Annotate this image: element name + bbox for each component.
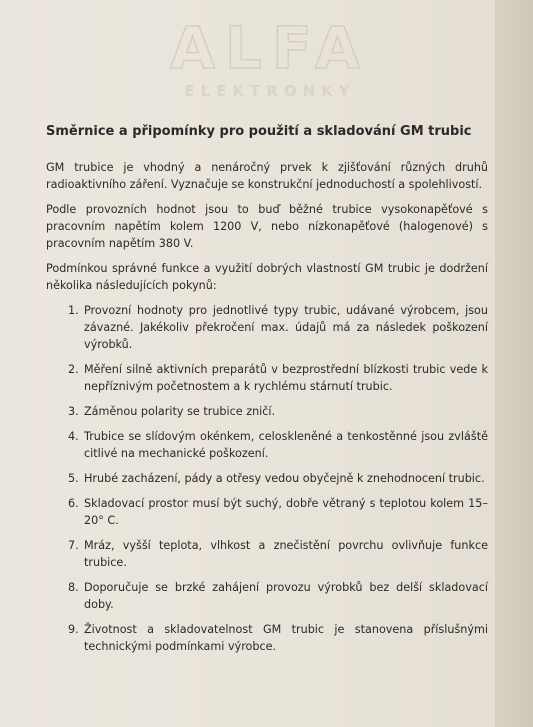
list-item-number: 4. [68, 430, 79, 443]
list-item-number: 7. [68, 539, 79, 552]
list-item-number: 9. [68, 623, 79, 636]
list-item-number: 6. [68, 497, 79, 510]
list-item [46, 403, 488, 420]
list-item [46, 579, 488, 613]
list-item [46, 470, 488, 487]
list-item [46, 428, 488, 462]
list-item-number: 5. [68, 472, 79, 485]
list-item-number: 8. [68, 581, 79, 594]
list-item-text: Trubice se slídovým okénkem, celoskleněné a tenkostěnné jsou zvláště citlivé na mechanické poškození. [84, 430, 488, 460]
list-item [46, 361, 488, 395]
paragraph: Podmínkou správné funkce a využití dobrých vlastností GM trubic je dodržení několika následujících pokynů: [46, 262, 488, 292]
list-item-number: 3. [68, 405, 79, 418]
list-item-text: Doporučuje se brzké zahájení provozu výrobků bez delší skladovací doby. [84, 581, 488, 611]
paragraph: Podle provozních hodnot jsou to buď běžné trubice vysokonapěťové s pracovním napětím kolem 1200 V, nebo nízkonapěťové (halogenové) s pracovním napětím 380 V. [46, 203, 488, 250]
list-item-text: Hrubé zacházení, pády a otřesy vedou obyčejně k znehodnocení trubic. [84, 472, 485, 485]
watermark-logo [150, 14, 390, 128]
watermark-logo-subtext: ELEKTRONKY [184, 82, 356, 100]
list-item-text: Měření silně aktivních preparátů v bezprostřední blízkosti trubic vede k nepříznivým početnostem a k rychlému stárnutí trubic. [84, 363, 488, 393]
list-item [46, 302, 488, 353]
list-item-text: Mráz, vyšší teplota, vlhkost a znečistění povrchu ovlivňuje funkce trubice. [84, 539, 488, 569]
list-item-text: Provozní hodnoty pro jednotlivé typy trubic, udávané výrobcem, jsou závazné. Jakékoliv překročení max. údajů má za následek poškození výrobků. [84, 304, 488, 351]
list-item-text: Životnost a skladovatelnost GM trubic je stanovena příslušnými technickými podmínkami výrobce. [84, 623, 488, 653]
list-item [46, 495, 488, 529]
list-item-number: 1. [68, 304, 79, 317]
watermark-logo-text: ALFA [170, 14, 370, 82]
document-title: Směrnice a připomínky pro použití a skladování GM trubic [46, 124, 472, 139]
paragraph: GM trubice je vhodný a nenáročný prvek k zjišťování různých druhů radioaktivního záření. Vyznačuje se konstrukční jednoduchostí a spolehlivostí. [46, 161, 488, 191]
instruction-list [46, 302, 488, 655]
page-edge [495, 0, 533, 727]
list-item [46, 537, 488, 571]
list-item-text: Skladovací prostor musí být suchý, dobře větraný s teplotou kolem 15–20° C. [84, 497, 488, 527]
list-item [46, 621, 488, 655]
list-item-number: 2. [68, 363, 79, 376]
list-item-text: Záměnou polarity se trubice zničí. [84, 405, 276, 418]
document-body [46, 124, 488, 663]
